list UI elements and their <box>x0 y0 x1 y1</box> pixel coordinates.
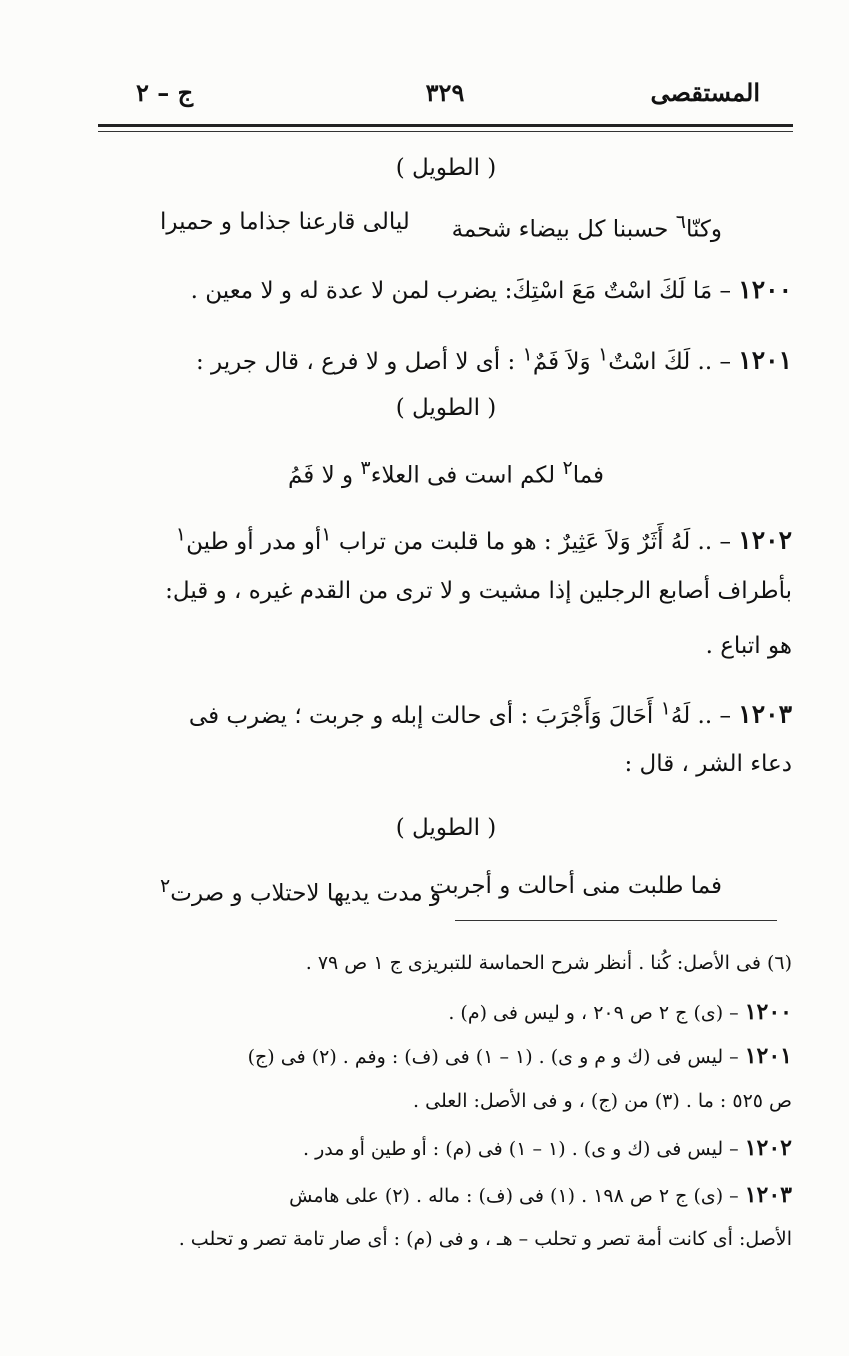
footnote-6: (٦) فى الأصل: كُنا . أنظر شرح الحماسة للتبريزى ج ١ ص ٧٩ . <box>305 952 792 974</box>
entry-number: ١٢٠٣ <box>738 699 792 729</box>
verse-line: فما$^٢$ لكم است فى العلاء$^٣$ و لا فَمُ <box>287 456 605 489</box>
header-rule-thick <box>98 124 793 127</box>
meter-label: ( الطويل ) <box>395 395 497 421</box>
entry-1202 <box>100 514 792 562</box>
footnote-text: – (ى) ج ٢ ص ١٩٨ . (١) فى (ف) : ماله . (٢) على هامش <box>289 1185 739 1207</box>
header-rule-thin <box>98 131 793 132</box>
entry-text-continuation: بأطراف أصابع الرجلين إذا مشيت و لا ترى من القدم غيره ، و قيل: <box>165 578 792 604</box>
footnote-continuation: ص ٥٢٥ : ما . (٣) من (ج) ، و فى الأصل: العلى . <box>413 1090 792 1112</box>
entry-number: ١٢٠٢ <box>738 525 792 555</box>
entry-text: – .. لَهُ أَثَرٌ وَلاَ عَثِيرٌ : هو ما قلبت من تراب $^١$أو مدر أو طين$^١$ <box>175 522 731 555</box>
entry-1203 <box>100 688 792 736</box>
footnote-number: ١٢٠٢ <box>744 1135 792 1161</box>
running-header <box>100 78 790 118</box>
entry-text: – .. لَهُ$^١$ أَحَالَ وَأَجْرَبَ : أى حالت إبله و جربت ؛ يضرب فى <box>188 696 731 729</box>
meter-label: ( الطويل ) <box>395 815 497 841</box>
footnote-1203 <box>100 1178 792 1213</box>
footnote-number: ١٢٠٠ <box>744 999 792 1025</box>
page-number: ٣٢٩ <box>425 78 465 107</box>
entry-1200 <box>100 270 792 311</box>
footnote-number: ١٢٠٣ <box>744 1182 792 1208</box>
footnote-text: – ليس فى (ك و ى) . (١ – ١) فى (م) : أو طين أو مدر . <box>302 1138 739 1160</box>
verse-first-hemistich: وكنّا$^٦$ حسبنا كل بيضاء شحمة <box>451 210 722 243</box>
entry-1201 <box>100 334 792 382</box>
entry-text-continuation: دعاء الشر ، قال : <box>624 751 792 777</box>
verse-second-hemistich: ليالى قارعنا جذاما و حميرا <box>160 209 410 235</box>
footnote-1200 <box>100 995 792 1030</box>
footnote-text: – ليس فى (ك و م و ى) . (١ – ١) فى (ف) : وفم . (٢) فى (ج) <box>247 1046 739 1068</box>
footnote-1201 <box>100 1039 792 1074</box>
verse-first-hemistich: فما طلبت منى أحالت و أجربت <box>429 873 722 899</box>
footnote-text: – (ى) ج ٢ ص ٢٠٩ ، و ليس فى (م) . <box>448 1002 739 1024</box>
footnote-rule <box>455 920 777 921</box>
entry-text: – .. لَكَ اسْتٌ$^١$ وَلاَ فَمٌ$^١$ : أى لا أصل و لا فرع ، قال جرير : <box>195 342 731 375</box>
footnote-continuation: الأصل: أى كانت أمة تصر و تحلب – هـ ، و فى (م) : أى صار تامة تصر و تحلب . <box>178 1228 792 1250</box>
meter-label: ( الطويل ) <box>395 155 497 181</box>
verse-second-hemistich: و مدت يديها لاحتلاب و صرت$^٢$ <box>160 874 442 907</box>
footnote-1202 <box>100 1131 792 1166</box>
entry-text: – مَا لَكَ اسْتٌ مَعَ اسْتِكَ: يضرب لمن لا عدة له و لا معين . <box>190 278 731 304</box>
entry-text-continuation: هو اتباع . <box>705 633 792 659</box>
entry-number: ١٢٠١ <box>738 345 792 375</box>
entry-number: ١٢٠٠ <box>738 275 792 304</box>
book-title: المستقصى <box>650 78 760 107</box>
footnote-number: ١٢٠١ <box>744 1043 792 1069</box>
volume-label: ج – ٢ <box>136 78 194 107</box>
